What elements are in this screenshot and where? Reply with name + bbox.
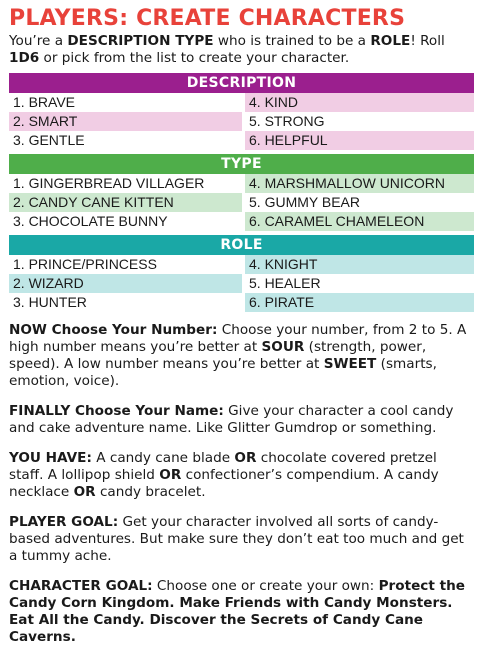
number-text: Choose your number, from 2 to 5. A high number means you’re better at xyxy=(9,322,467,355)
intro-part: or pick from the list to create your character. xyxy=(39,50,350,66)
sweet-label: SWEET xyxy=(323,356,377,372)
intro-bold: DESCRIPTION TYPE xyxy=(67,33,214,49)
have-text: chocolate covered pretzel staff. A lollipop shield xyxy=(9,450,437,483)
intro-part: who is trained to be a xyxy=(213,33,371,49)
or-label: OR xyxy=(159,467,182,483)
character-goal-paragraph xyxy=(9,578,474,646)
type-table xyxy=(9,154,474,231)
have-label: YOU HAVE: xyxy=(9,450,92,466)
role-item: 5. HEALER xyxy=(249,275,321,291)
intro-part: You’re a xyxy=(9,33,68,49)
character-goal-text: Choose one or create your own: xyxy=(152,578,379,594)
character-goal-label: CHARACTER GOAL: xyxy=(9,578,153,594)
role-item: 2. WIZARD xyxy=(9,274,242,293)
type-item: 1. GINGERBREAD VILLAGER xyxy=(13,175,205,191)
role-item: 3. HUNTER xyxy=(13,294,87,310)
name-paragraph xyxy=(9,403,474,437)
number-label: NOW Choose Your Number: xyxy=(9,322,218,338)
intro-bold: ROLE xyxy=(370,33,411,49)
description-table xyxy=(9,73,474,150)
role-item: 4. KNIGHT xyxy=(245,255,474,274)
number-paragraph xyxy=(9,322,474,390)
character-goals-list: Protect the Candy Corn Kingdom. Make Friends with Candy Monsters. Eat All the Candy. Discover the Secrets of Candy Cane Caverns. xyxy=(9,578,465,645)
player-goal-text: Get your character involved all sorts of candy-based adventures. But make sure they don’t eat too much and get a tummy ache. xyxy=(9,514,464,564)
description-heading: DESCRIPTION xyxy=(9,73,474,93)
description-item: 5. STRONG xyxy=(249,113,325,129)
name-label: FINALLY Choose Your Name: xyxy=(9,403,224,419)
have-text: A candy cane blade xyxy=(91,450,235,466)
description-item: 4. KIND xyxy=(245,93,474,112)
have-paragraph xyxy=(9,450,474,501)
type-heading: TYPE xyxy=(9,154,474,174)
have-text: confectioner’s compendium. A candy necklace xyxy=(9,467,439,500)
player-goal-paragraph xyxy=(9,514,474,565)
sour-label: SOUR xyxy=(261,339,305,355)
type-item: 3. CHOCOLATE BUNNY xyxy=(13,213,168,229)
type-item: 4. MARSHMALLOW UNICORN xyxy=(245,174,474,193)
intro-text xyxy=(9,33,474,67)
number-text: (smarts, emotion, voice). xyxy=(9,356,437,389)
description-item: 6. HELPFUL xyxy=(245,131,474,150)
page-title: PLAYERS: CREATE CHARACTERS xyxy=(9,6,406,31)
intro-part: ! Roll xyxy=(410,33,445,49)
type-item: 6. CARAMEL CHAMELEON xyxy=(245,212,474,231)
type-item: 2. CANDY CANE KITTEN xyxy=(9,193,242,212)
description-item: 3. GENTLE xyxy=(13,132,85,148)
role-heading: ROLE xyxy=(9,235,474,255)
intro-bold: 1D6 xyxy=(9,50,40,66)
name-text: Give your character a cool candy and cake adventure name. Like Glitter Gumdrop or something. xyxy=(9,403,454,436)
description-item: 1. BRAVE xyxy=(13,94,75,110)
role-table xyxy=(9,235,474,312)
role-item: 1. PRINCE/PRINCESS xyxy=(13,256,157,272)
type-item: 5. GUMMY BEAR xyxy=(249,194,360,210)
number-text: (strength, power, speed). A low number means you’re better at xyxy=(9,339,427,372)
player-goal-label: PLAYER GOAL: xyxy=(9,514,119,530)
or-label: OR xyxy=(234,450,257,466)
role-item: 6. PIRATE xyxy=(245,293,474,312)
or-label: OR xyxy=(73,484,96,500)
description-item: 2. SMART xyxy=(9,112,242,131)
have-text: candy bracelet. xyxy=(95,484,206,500)
